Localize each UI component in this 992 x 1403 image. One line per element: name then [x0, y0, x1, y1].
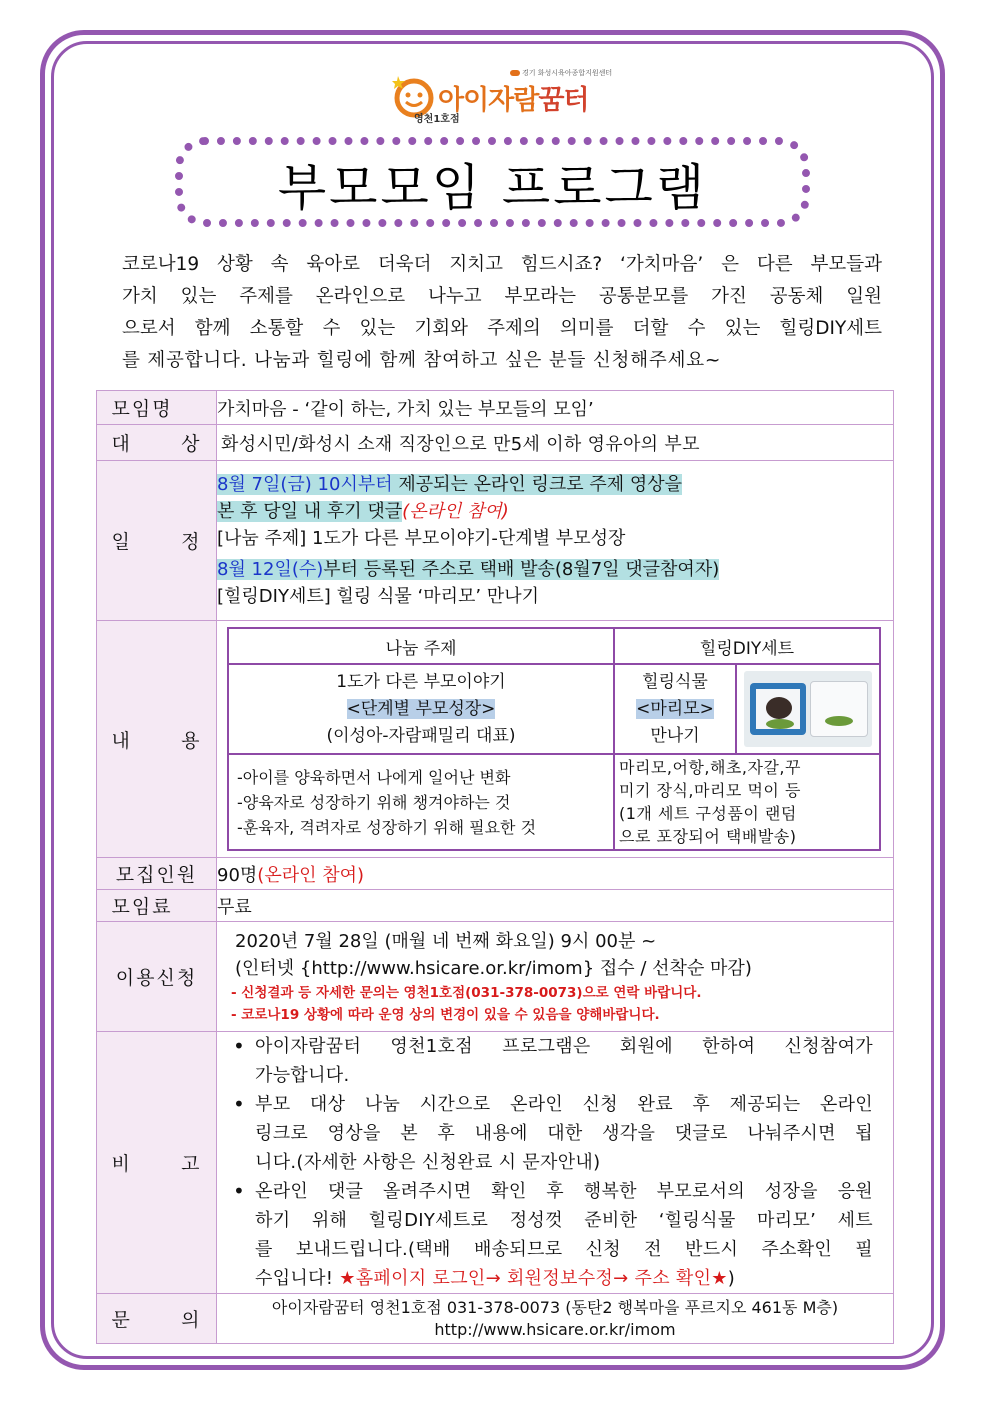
value-name: 가치마음 - ‘같이 하는, 가치 있는 부모들의 모임’ — [217, 391, 894, 425]
row-target — [97, 425, 894, 461]
note-item: • 부모 대상 나눔 시간으로 온라인 신청 완료 후 제공되는 온라인 링크로 영상을 본 후 내용에 대한 생각을 댓글로 나눠주시면 됩 니다.(자세한 사항은 신청완료 시 문자안내) — [227, 1090, 873, 1177]
label-schedule: 일 정 — [97, 461, 217, 621]
subhead-topic: 나눔 주제 — [228, 628, 614, 664]
logo — [392, 60, 612, 130]
value-apply: 2020년 7월 28일 (매월 네 번째 화요일) 9시 00분 ~ (인터넷 {http://www.hsicare.or.kr/imom} 접수 / 선착순 마감) - 신청결과 등 자세한 문의는 영천1호점(031-378-0073)으로 연락 바랍니다. - 코로나19 상황에 따라 운영 상의 변경이 있을 수 있음을 양해바랍니다. — [217, 922, 894, 1032]
value-schedule: 8월 7일(금) 10시부터 제공되는 온라인 링크로 주제 영상을 본 후 당일 내 후기 댓글(온라인 참여) [나눔 주제] 1도가 다른 부모이야기-단계별 부모성장 8월 12일(수)부터 등록된 주소로 택배 발송(8월7일 댓글참여자) [힐링DIY세트] 힐링 식물 ‘마리모’ 만나기 — [217, 461, 894, 621]
topic-summary: 1도가 다른 부모이야기 <단계별 부모성장> (이성아-자람패밀리 대표) — [228, 664, 614, 754]
label-apply: 이용신청 — [97, 922, 217, 1032]
row-content — [97, 621, 894, 858]
logo-branch: 영천1호점 — [414, 114, 460, 125]
row-name — [97, 391, 894, 425]
row-recruit — [97, 858, 894, 890]
label-content: 내 용 — [97, 621, 217, 858]
intro-line: 를 제공합니다. 나눔과 힐링에 함께 참여하고 싶은 분들 신청해주세요~ — [122, 350, 722, 371]
label-target: 대 상 — [97, 425, 217, 461]
diy-list: 마리모,어항,해초,자갈,꾸 미기 장식,마리모 먹이 등 (1개 세트 구성품이 랜덤 으로 포장되어 택배발송) — [614, 754, 880, 850]
value-target: 화성시민/화성시 소재 직장인으로 만5세 이하 영유아의 부모 — [217, 425, 894, 461]
label-recruit: 모집인원 — [97, 858, 217, 890]
note-item: • 아이자람꿈터 영천1호점 프로그램은 회원에 한하여 신청참여가 가능합니다. — [227, 1032, 873, 1090]
value-notes — [217, 1032, 894, 1294]
row-apply — [97, 922, 894, 1032]
content-subtable — [227, 627, 881, 851]
label-name: 모임명 — [97, 391, 217, 425]
label-contact: 문 의 — [97, 1294, 217, 1344]
subhead-diy: 힐링DIY세트 — [614, 628, 880, 664]
value-contact: 아이자람꿈터 영천1호점 031-378-0073 (동탄2 행복마을 푸르지오 461동 M층) http://www.hsicare.or.kr/imom — [217, 1294, 894, 1344]
label-notes: 비 고 — [97, 1032, 217, 1294]
logo-org: 경기 화성시육아종합지원센터 — [510, 68, 612, 78]
marimo-set-photo — [744, 671, 872, 747]
row-notes — [97, 1032, 894, 1294]
info-table — [96, 390, 894, 1344]
row-schedule — [97, 461, 894, 621]
intro-line: 으로서 함께 소통할 수 있는 기회와 주제의 의미를 더할 수 있는 힐링DIY세트 — [122, 318, 882, 339]
note-item: • 온라인 댓글 올려주시면 확인 후 행복한 부모로서의 성장을 응원 하기 위해 힐링DIY세트로 정성껏 준비한 ‘힐링식물 마리모’ 세트 를 보내드립니다.(택배 배송되므로 신청 전 반드시 주소확인 필 수입니다! ★홈페이지 로그인→ 회원정보수정→ 주소 확인★) — [227, 1177, 873, 1293]
page-title: 부모모임 프로그램 — [277, 159, 708, 217]
label-fee: 모임료 — [97, 890, 217, 922]
intro-paragraph — [122, 249, 882, 377]
diy-summary: 힐링식물 <마리모> 만나기 — [614, 664, 880, 754]
row-contact — [97, 1294, 894, 1344]
value-content — [217, 621, 894, 858]
row-fee — [97, 890, 894, 922]
value-recruit: 90명(온라인 참여) — [217, 858, 894, 890]
topic-list: -아이를 양육하면서 나에게 일어난 변화 -양육자로 성장하기 위해 챙겨야하는 것 -훈육자, 격려자로 성장하기 위해 필요한 것 — [228, 754, 614, 850]
intro-line: 가치 있는 주제를 온라인으로 나누고 부모라는 공통분모를 가진 공동체 일원 — [122, 286, 882, 307]
logo-name: 아이자람꿈터 — [438, 85, 589, 116]
intro-line: 코로나19 상황 속 육아로 더욱더 지치고 힘드시죠? ‘가치마음’ 은 다른 부모들과 — [122, 254, 882, 275]
value-fee: 무료 — [217, 890, 894, 922]
